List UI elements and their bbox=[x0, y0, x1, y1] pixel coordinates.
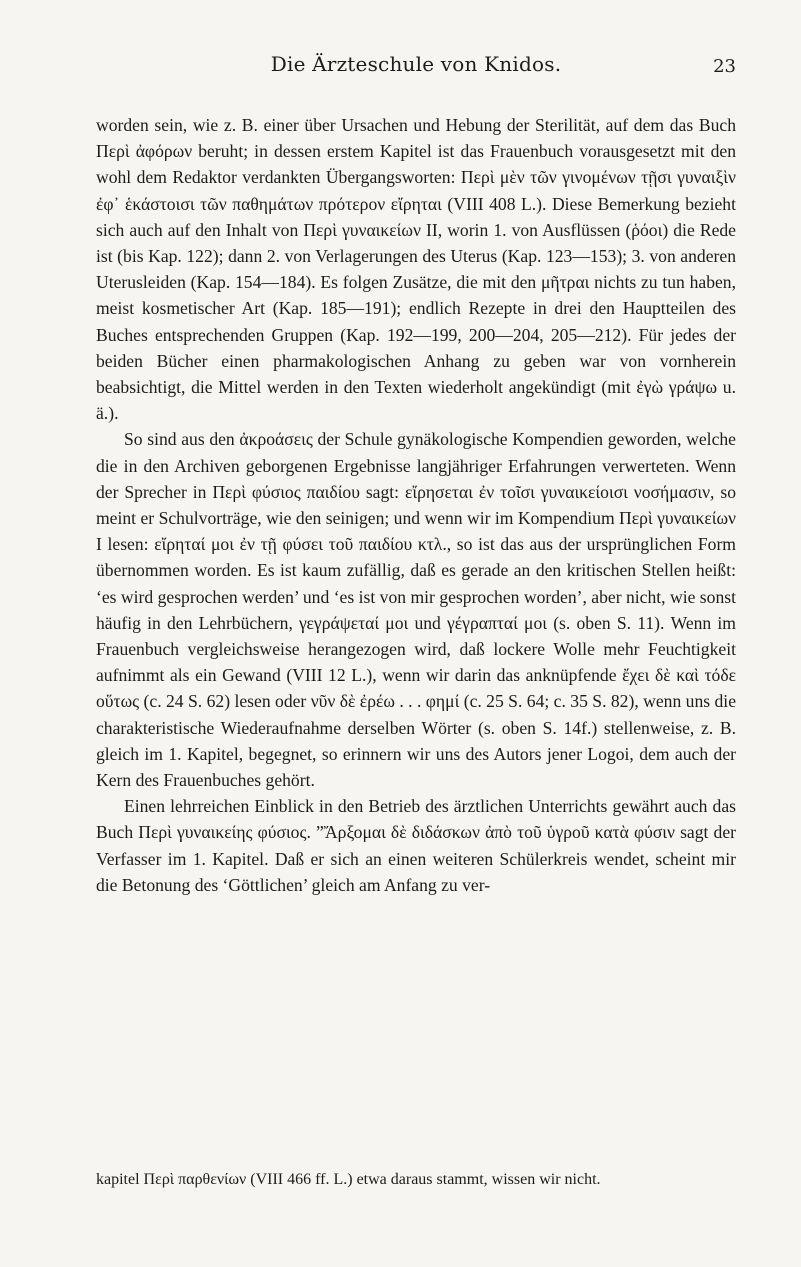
page-header bbox=[96, 52, 736, 86]
body-text bbox=[96, 112, 736, 898]
page-number: 23 bbox=[713, 56, 736, 77]
paragraph-1: worden sein, wie z. B. einer über Ursachen und Hebung der Sterilität, auf dem das Buch Περὶ ἀφόρων beruht; in dessen erstem Kapitel ist das Frauenbuch vorausgesetzt mit den wohl dem Redaktor verdankten Übergangsworten: Περὶ μὲν τῶν γινομένων τῇσι γυναιξὶν ἐφ᾽ ἑκάστοισι τῶν παθημάτων πρότερον εἴρηται (VIII 408 L.). Diese Bemerkung bezieht sich auch auf den Inhalt von Περὶ γυναικείων II, worin 1. von Ausflüssen (ῥόοι) die Rede ist (bis Kap. 122); dann 2. von Verlagerungen des Uterus (Kap. 123—153); 3. von anderen Uterusleiden (Kap. 154—184). Es folgen Zusätze, die mit den μῆτραι nichts zu tun haben, meist kosmetischer Art (Kap. 185—191); endlich Rezepte in drei den Hauptteilen des Buches entsprechenden Gruppen (Kap. 192—199, 200—204, 205—212). Für jedes der beiden Bücher einen pharmakologischen Anhang zu geben war von vornherein beabsichtigt, die Mittel werden in den Texten wiederholt angekündigt (mit ἐγὼ γράψω u. ä.). bbox=[96, 115, 736, 424]
paragraph-3: Einen lehrreichen Einblick in den Betrieb des ärztlichen Unterrichts gewährt auch das Buch Περὶ γυναικείης φύσιος. ”Ἄρξομαι δὲ διδάσκων ἀπὸ τοῦ ὑγροῦ κατὰ φύσιν sagt der Verfasser im 1. Kapitel. Daß er sich an einen weiteren Schülerkreis wendet, scheint mir die Betonung des ‘Göttlichen’ gleich am Anfang zu ver- bbox=[96, 796, 736, 895]
footnote: kapitel Περὶ παρθενίων (VIII 466 ff. L.) etwa daraus stammt, wissen wir nicht. bbox=[96, 1171, 601, 1188]
paragraph-2: So sind aus den ἀκροάσεις der Schule gynäkologische Kompendien geworden, welche die in den Archiven geborgenen Ergebnisse langjähriger Erfahrungen verwerteten. Wenn der Sprecher in Περὶ φύσιος παιδίου sagt: εἴρησεται ἐν τοῖσι γυναικείοισι νοσήμασιν, so meint er Schulvorträge, wie den seinigen; und wenn wir im Kompendium Περὶ γυναικείων I lesen: εἴρηταί μοι ἐν τῇ φύσει τοῦ παιδίου κτλ., so ist das aus der ursprünglichen Form übernommen worden. Es ist kaum zufällig, daß es gerade an den kritischen Stellen heißt: ‘es wird gesprochen werden’ und ‘es ist von mir gesprochen worden’, aber nicht, wie sonst häufig in den Lehrbüchern, γεγράψεταί μοι und γέγραπταί μοι (s. oben S. 11). Wenn im Frauenbuch vergleichsweise herangezogen wird, daß lockere Wolle mehr Feuchtigkeit aufnimmt als ein Gewand (VIII 12 L.), wenn wir darin das anknüpfende ἔχει δὲ καὶ τόδε οὕτως (c. 24 S. 62) lesen oder νῦν δὲ ἐρέω . . . φημί (c. 25 S. 64; c. 35 S. 82), wenn uns die charakteristische Wiederaufnahme derselben Wörter (s. oben S. 14f.) stellenweise, z. B. gleich im 1. Kapitel, begegnet, so erinnern wir uns des Autors jener Logoi, dem auch der Kern des Frauenbuches gehört. bbox=[96, 429, 736, 791]
running-title: Die Ärzteschule von Knidos. bbox=[270, 52, 562, 76]
